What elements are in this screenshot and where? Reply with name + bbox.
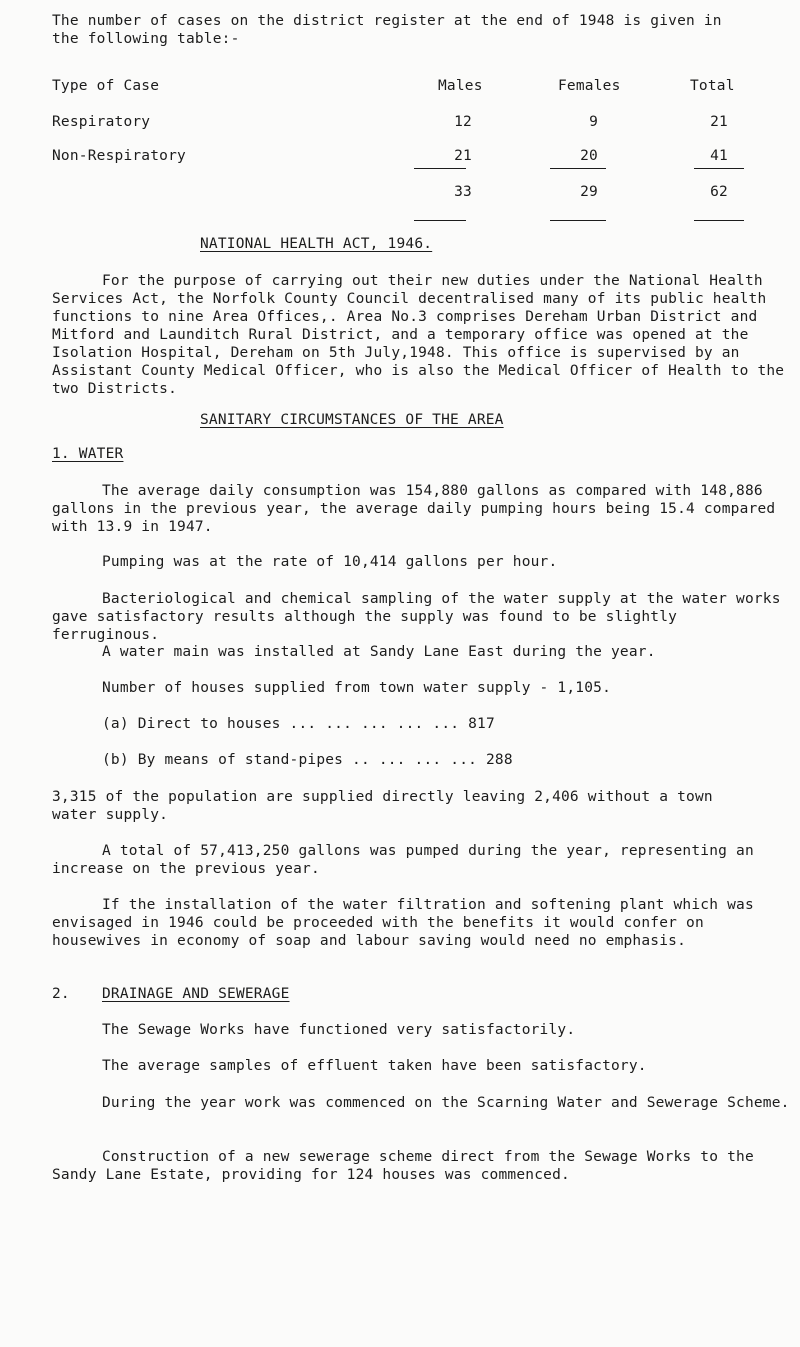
total-rule: [414, 220, 466, 221]
drainage-paragraph: The average samples of effluent taken have been satisfactory.: [102, 1058, 647, 1074]
row-males: 21: [454, 148, 472, 164]
row-total: 41: [710, 148, 728, 164]
subtotal-rule: [694, 168, 744, 169]
total-females: 29: [580, 184, 598, 200]
drainage-paragraph: The Sewage Works have functioned very satisfactorily.: [102, 1022, 576, 1038]
row-type: Non-Respiratory: [52, 148, 186, 164]
total-males: 33: [454, 184, 472, 200]
row-females: 9: [589, 114, 598, 130]
water-paragraph: A total of 57,413,250 gallons was pumped during the year, representing an increase on the previous year.: [52, 843, 754, 877]
sanitary-heading: SANITARY CIRCUMSTANCES OF THE AREA: [200, 412, 504, 428]
intro-text: The number of cases on the district register at the end of 1948 is given in the following table:-: [52, 13, 722, 47]
row-females: 20: [580, 148, 598, 164]
drainage-heading: DRAINAGE AND SEWERAGE: [102, 986, 290, 1002]
total-rule: [550, 220, 606, 221]
row-type: Respiratory: [52, 114, 151, 130]
water-paragraph: The average daily consumption was 154,880 gallons as compared with 148,886 gallons in the previous year, the average daily pumping hours being 15.4 compared with 13.9 in 1947.: [52, 483, 776, 535]
water-item-a: (a) Direct to houses ... ... ... ... ... 817: [102, 716, 495, 732]
drainage-paragraph: Construction of a new sewerage scheme direct from the Sewage Works to the Sandy Lane Estate, providing for 124 houses was commenced.: [52, 1149, 754, 1183]
row-males: 12: [454, 114, 472, 130]
total-rule: [694, 220, 744, 221]
header-males: Males: [438, 78, 483, 94]
water-heading: 1. WATER: [52, 446, 124, 462]
nha-heading: NATIONAL HEALTH ACT, 1946.: [200, 236, 433, 252]
water-paragraph: A water main was installed at Sandy Lane East during the year.: [102, 644, 656, 660]
water-item-b: (b) By means of stand-pipes .. ... ... ... 288: [102, 752, 513, 768]
total-total: 62: [710, 184, 728, 200]
water-paragraph: Number of houses supplied from town water supply - 1,105.: [102, 680, 611, 696]
drainage-heading-number: 2.: [52, 986, 70, 1002]
header-total: Total: [690, 78, 735, 94]
water-paragraph: If the installation of the water filtration and softening plant which was envisaged in 1946 could be proceeded with the benefits it would confer on housewives in economy of soap and labour saving would need no emphasis.: [52, 897, 754, 949]
drainage-paragraph: During the year work was commenced on the Scarning Water and Sewerage Scheme.: [102, 1095, 790, 1111]
header-type: Type of Case: [52, 78, 160, 94]
row-total: 21: [710, 114, 728, 130]
subtotal-rule: [550, 168, 606, 169]
water-paragraph: Pumping was at the rate of 10,414 gallons per hour.: [102, 554, 558, 570]
water-paragraph: 3,315 of the population are supplied directly leaving 2,406 without a town water supply.: [52, 789, 713, 823]
nha-paragraph: For the purpose of carrying out their new duties under the National Health Services Act, the Norfolk County Council decentralised many of its public health functions to nine Area Offices,. Area No.3 comprises Dereham Urban District and Mitford and Launditch Rural District, and a temporary office was opened at the Isolation Hospital, Dereham on 5th July,1948. This office is supervised by an Assistant County Medical Officer, who is also the Medical Officer of Health to the two Districts.: [52, 273, 785, 397]
subtotal-rule: [414, 168, 466, 169]
header-females: Females: [558, 78, 621, 94]
water-paragraph: Bacteriological and chemical sampling of the water supply at the water works gave satisfactory results although the supply was found to be slightly ferruginous.: [52, 591, 781, 643]
